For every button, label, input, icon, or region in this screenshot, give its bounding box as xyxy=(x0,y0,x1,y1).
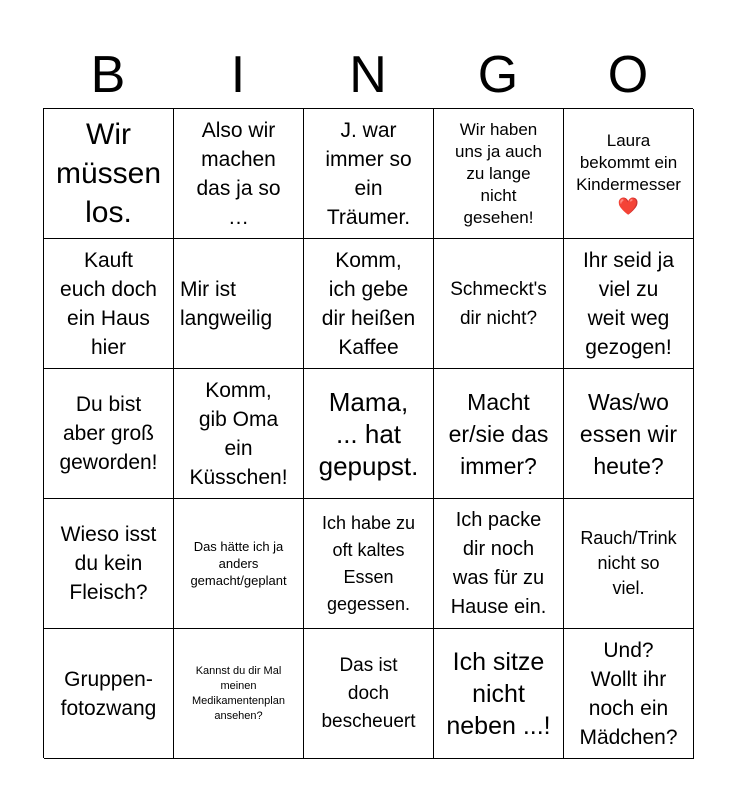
bingo-cell-r2c5[interactable] xyxy=(564,239,694,369)
bingo-cell-text: Also wir machen das ja so … xyxy=(196,118,281,229)
bingo-cell-r2c2[interactable] xyxy=(174,239,304,369)
header-letter-b: B xyxy=(90,46,126,104)
bingo-cell-text: Und? Wollt ihr noch ein Mädchen? xyxy=(579,638,678,749)
bingo-cell-r1c1[interactable] xyxy=(44,109,174,239)
bingo-cell-r5c4[interactable] xyxy=(434,629,564,759)
bingo-cell-text: Ihr seid ja viel zu weit weg gezogen! xyxy=(582,248,675,359)
bingo-cell-r1c4[interactable] xyxy=(434,109,564,239)
bingo-cell-text: Komm, ich gebe dir heißen Kaffee xyxy=(321,248,416,359)
bingo-cell-text: Wieso isst du kein Fleisch? xyxy=(60,523,157,604)
heart-icon: ❤️ xyxy=(617,196,640,216)
bingo-cell-r4c3[interactable] xyxy=(304,499,434,629)
bingo-cell-text: Mir ist langweilig xyxy=(180,277,273,330)
bingo-cell-text: Ich habe zu oft kaltes Essen gegessen. xyxy=(321,512,416,614)
bingo-cell-r3c5[interactable] xyxy=(564,369,694,499)
bingo-cell-text: Ich sitze nicht neben ...! xyxy=(446,647,551,740)
header-letter-n: N xyxy=(349,46,387,104)
bingo-cell-text: Was/wo essen wir heute? xyxy=(579,388,678,479)
bingo-cell-text: Ich packe dir noch was für zu Hause ein. xyxy=(450,508,547,618)
bingo-cell-r5c3[interactable] xyxy=(304,629,434,759)
bingo-cell-text: Rauch/Trink nicht so viel. xyxy=(580,528,677,598)
bingo-cell-r5c5[interactable] xyxy=(564,629,694,759)
bingo-cell-text: Wir haben uns ja auch zu lange nicht gesehen! xyxy=(455,119,542,227)
bingo-cell-r3c1[interactable] xyxy=(44,369,174,499)
bingo-cell-text: Mama, ... hat gepupst. xyxy=(318,386,419,481)
bingo-cell-r4c1[interactable] xyxy=(44,499,174,629)
bingo-cell-r1c2[interactable] xyxy=(174,109,304,239)
bingo-cell-text: Laura bekommt ein Kindermesser xyxy=(576,130,681,194)
bingo-cell-r3c2[interactable] xyxy=(174,369,304,499)
bingo-cell-text: Gruppen- fotozwang xyxy=(60,667,157,720)
bingo-cell-r4c5[interactable] xyxy=(564,499,694,629)
bingo-cell-text: Du bist aber groß geworden! xyxy=(59,393,158,474)
bingo-cell-text: Das hätte ich ja anders gemacht/geplant xyxy=(190,539,287,588)
bingo-cell-text: J. war immer so ein Träumer. xyxy=(325,118,412,229)
bingo-cell-r2c1[interactable] xyxy=(44,239,174,369)
header-letter-o: O xyxy=(607,46,649,104)
bingo-cell-r2c3[interactable] xyxy=(304,239,434,369)
bingo-cell-r3c4[interactable] xyxy=(434,369,564,499)
bingo-cell-text: Wir müssen los. xyxy=(55,118,162,229)
bingo-cell-r1c5[interactable] xyxy=(564,109,694,239)
bingo-cell-r3c3[interactable] xyxy=(304,369,434,499)
bingo-cell-text: Komm, gib Oma ein Küsschen! xyxy=(189,378,288,489)
bingo-cell-text: Macht er/sie das immer? xyxy=(448,388,549,479)
bingo-cell-text: Das ist doch bescheuert xyxy=(321,654,416,732)
bingo-cell-r5c1[interactable] xyxy=(44,629,174,759)
header-letter-g: G xyxy=(477,46,519,104)
bingo-grid xyxy=(43,108,693,758)
bingo-cell-r2c4[interactable] xyxy=(434,239,564,369)
bingo-cell-text: Kannst du dir Mal meinen Medikamentenplan ansehen? xyxy=(192,664,285,722)
bingo-cell-r4c2[interactable] xyxy=(174,499,304,629)
bingo-header xyxy=(43,42,693,108)
bingo-cell-r4c4[interactable] xyxy=(434,499,564,629)
bingo-cell-r5c2[interactable] xyxy=(174,629,304,759)
bingo-cell-text: Kauft euch doch ein Haus hier xyxy=(60,248,157,359)
bingo-cell-r1c3[interactable] xyxy=(304,109,434,239)
bingo-cell-text: Schmeckt's dir nicht? xyxy=(450,278,547,329)
header-letter-i: I xyxy=(230,46,246,104)
